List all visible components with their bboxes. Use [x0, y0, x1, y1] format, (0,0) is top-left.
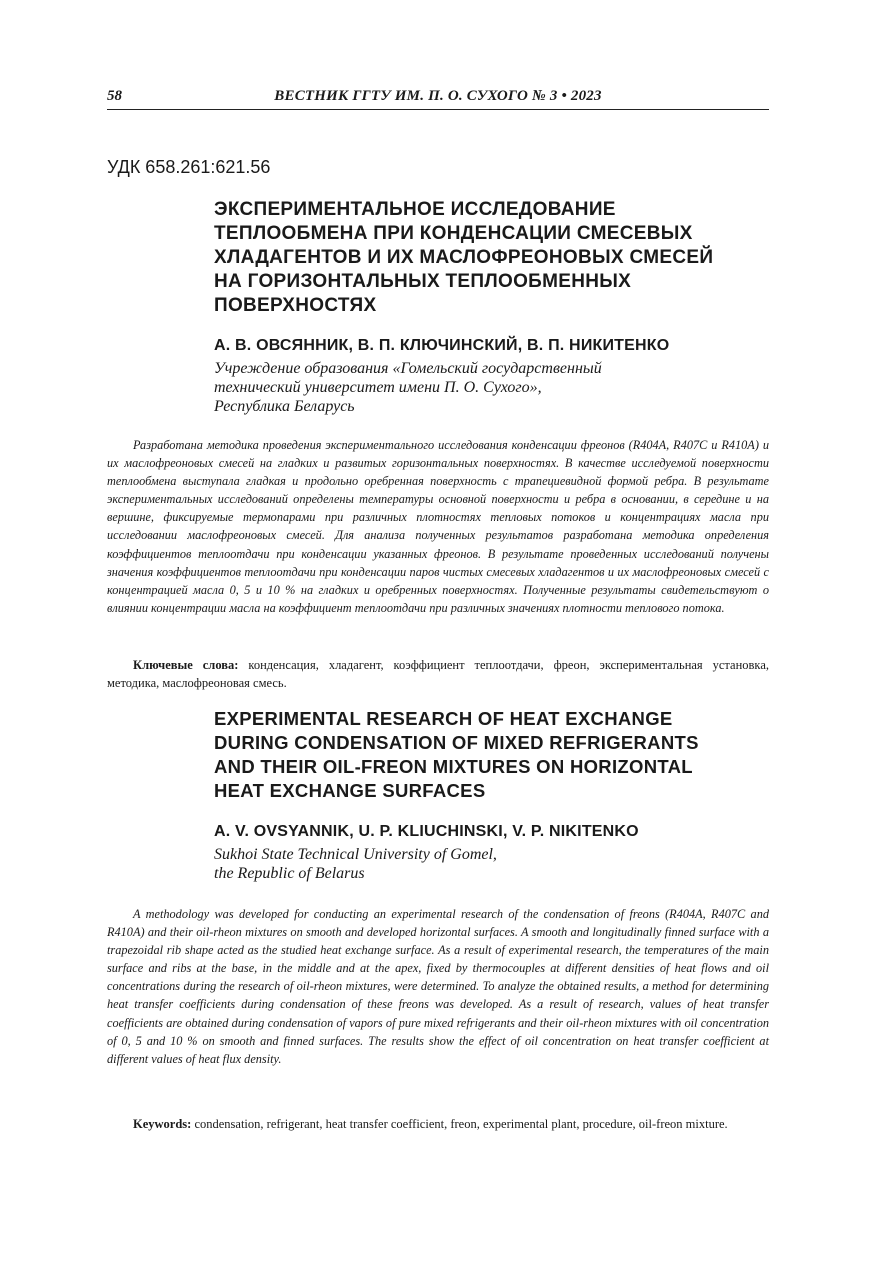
title-ru-line: ЭКСПЕРИМЕНТАЛЬНОЕ ИССЛЕДОВАНИЕ	[214, 199, 616, 220]
title-en-line: DURING CONDENSATION OF MIXED REFRIGERANTS	[214, 732, 699, 753]
header-rule	[107, 109, 769, 110]
article-title-en	[214, 707, 699, 803]
article-title-ru	[214, 198, 713, 318]
affiliation-en-line: the Republic of Belarus	[214, 865, 365, 882]
journal-title: ВЕСТНИК ГГТУ ИМ. П. О. СУХОГО № 3 • 2023	[274, 88, 602, 104]
title-ru-line: ПОВЕРХНОСТЯХ	[214, 295, 377, 316]
keywords-en-label: Keywords:	[133, 1117, 192, 1131]
affiliation-ru-line: технический университет имени П. О. Сухого»,	[214, 379, 542, 396]
keywords-ru-label: Ключевые слова:	[133, 658, 239, 672]
affiliation-en-line: Sukhoi State Technical University of Gomel,	[214, 846, 497, 863]
abstract-en: A methodology was developed for conducting an experimental research of the condensation of freons (R404A, R407C and R410A) and their oil-rheon mixtures on smooth and developed horizontal surfaces. A smooth and longitudinally finned surface with a trapezoidal rib shape acted as the studied heat exchange surface. As a result of experimental research, the temperatures of the main surface and ribs at the base, in the middle and at the apex, fixed by thermocouples at different densities of heat flows and oil concentrations during the research of oil-rheon mixtures, were determined. To analyze the obtained results, a method for determining heat transfer coefficients during condensation of these freons was developed. As a result of research, values of heat transfer coefficients are obtained during condensation of vapors of pure mixed refrigerants and their oil-rheon mixtures with oil concentration of 0, 5 and 10 % on smooth and finned surfaces. The results show the effect of oil concentration on heat transfer coefficient at different values of heat flux density.	[107, 907, 769, 1066]
abstract-ru: Разработана методика проведения экспериментального исследования конденсации фреонов (R404A, R407C и R410A) и их маслофреоновых смесей на гладких и развитых горизонтальных поверхностях. В качестве исследуемой поверхности теплообмена выступала гладкая и продольно оребренная поверхность с трапециевидной формой ребра. В результате экспериментальных исследований определены температуры основной поверхности и ребра в основании, в середине и на вершине, фиксируемые термопарами при различных плотностях тепловых потоков и концентрациях масла при исследовании маслофреоновых смесей. Для анализа полученных результатов разработана методика определения коэффициентов теплоотдачи при конденсации указанных фреонов. В результате проведенных исследований получены значения коэффициентов теплоотдачи при конденсации паров чистых смесевых хладагентов и их маслофреоновых смесей с концентрацией масла 0, 5 и 10 % на гладких и оребренных поверхностях. Полученные результаты свидетельствуют о влиянии концентрации масла на коэффициент теплоотдачи при различных значениях плотности теплового потока.	[107, 438, 769, 615]
udc-code: УДК 658.261:621.56	[107, 157, 271, 177]
title-ru-line: ТЕПЛООБМЕНА ПРИ КОНДЕНСАЦИИ СМЕСЕВЫХ	[214, 223, 693, 244]
title-en-line: AND THEIR OIL-FREON MIXTURES ON HORIZONTAL	[214, 756, 693, 777]
keywords-ru	[107, 656, 769, 692]
keywords-en	[107, 1115, 769, 1133]
keywords-ru-text: конденсация, хладагент, коэффициент теплоотдачи, фреон, экспериментальная установка, методика, маслофреоновая смесь.	[107, 658, 769, 690]
title-ru-line: ХЛАДАГЕНТОВ И ИХ МАСЛОФРЕОНОВЫХ СМЕСЕЙ	[214, 247, 714, 268]
authors-ru: А. В. ОВСЯННИК, В. П. КЛЮЧИНСКИЙ, В. П. НИКИТЕНКО	[214, 337, 670, 354]
affiliation-ru	[214, 359, 602, 416]
authors-en: A. V. OVSYANNIK, U. P. KLIUCHINSKI, V. P. NIKITENKO	[214, 823, 639, 840]
running-header	[107, 88, 769, 108]
title-en-line: HEAT EXCHANGE SURFACES	[214, 780, 486, 801]
affiliation-ru-line: Республика Беларусь	[214, 398, 355, 415]
title-ru-line: НА ГОРИЗОНТАЛЬНЫХ ТЕПЛООБМЕННЫХ	[214, 271, 632, 292]
title-en-line: EXPERIMENTAL RESEARCH OF HEAT EXCHANGE	[214, 708, 673, 729]
keywords-en-text: condensation, refrigerant, heat transfer coefficient, freon, experimental plant, procedure, oil-freon mixture.	[194, 1117, 728, 1131]
page-number: 58	[107, 88, 122, 104]
affiliation-en	[214, 845, 497, 883]
affiliation-ru-line: Учреждение образования «Гомельский государственный	[214, 360, 602, 377]
